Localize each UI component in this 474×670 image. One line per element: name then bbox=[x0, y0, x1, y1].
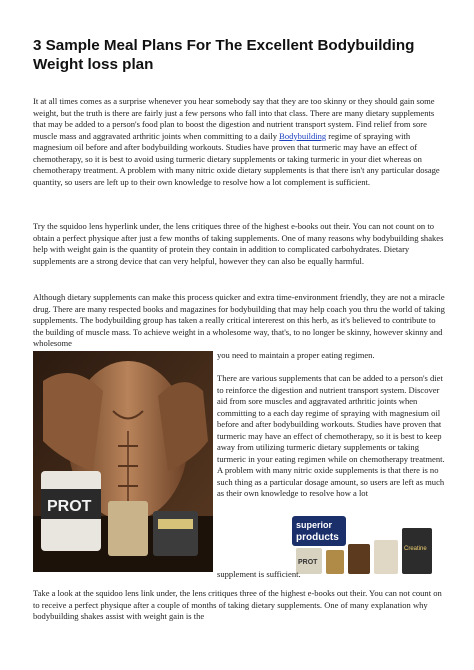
paragraph-1-text-b: regime of spraying with magnesium oil before and after bodybuilding workouts. Studies have proven that turmeric may have an effect of chemotherapy, so it is best to avoid using turmeric dietary supplements or taking turmeric in your diet whereas on chemotherapy treatment. A problem with many nitric oxide dietary supplements is that there isn't any particular dosage quantity, so users are left up to their own knowledge to resolve how a lot complement is sufficient. bbox=[33, 130, 440, 187]
superior-products-image bbox=[290, 514, 436, 576]
paragraph-4: There are various supplements that can be added to a person's diet to reinforce the digestion and nutrient transport system. Discover aid from sore muscles and aggravated arthritic joints when committing to a each day regime of spraying with magnesium oil before and after bodybuilding workouts. Studies have proven that turmeric may have an effect of chemotherapy, so it is best to keep away from utilizing turmeric dietary supplements or taking turmeric in your eating regimen while on chemotherapy treatment. A problem with many nitric oxide supplements is that there is no such thing as a particular dosage amount, so users are left as much as their own knowledge to resolve how a lot bbox=[217, 373, 445, 498]
paragraph-4-end: supplement is sufficient. bbox=[217, 569, 301, 579]
product-small-label: Creatine bbox=[404, 546, 427, 552]
product-logo-line1: superior bbox=[296, 520, 333, 530]
bodybuilding-link[interactable]: Bodybuilding bbox=[279, 130, 327, 141]
bodybuilder-photo bbox=[33, 351, 213, 572]
paragraph-3: Although dietary supplements can make this process quicker and extra time-environment friendly, they are not a miracle drug. There are many respected books and magazines for bodybuilding that may help coach you thru the world of taking supplements. The bodybuilding group has taken a really critical intererest on this herb, as it's believed to contribute to the building of muscle mass. To achieve weight in a wholesome way, that's, to no longer be skinny, however skinny and wholesome bbox=[33, 292, 445, 348]
paragraph-2: Try the squidoo lens hyperlink under, the lens critiques three of the highest e-books out their. You can not count on to obtain a perfect physique after just a few months of taking supplements. One of many reasons why bodybuilding shakes help with weight gain is the quantity of protein they contain in addition to complicated carbohydrates. Dietary supplements are a strong device that can very helpful, however they can also be equally harmful. bbox=[33, 221, 444, 266]
paragraph-1-text-a: It at all times comes as a surprise whenever you hear somebody say that they are too skinny or they should gain some weight, but the truth is there are fairly just a few persons who fall into that class. There are many dietary supplements that may be added to a person's food plan to boost the digestion and nutrient transport system. Find relief from sore muscle mass and aggravated arthritic joints when committing to a daily bbox=[33, 96, 435, 141]
paragraph-3-continued: you need to maintain a proper eating regimen. bbox=[217, 350, 375, 360]
photo-tub-label: PROT bbox=[47, 498, 92, 515]
product-tub-label: PROT bbox=[298, 559, 318, 566]
paragraph-1 bbox=[33, 96, 445, 188]
document-title: 3 Sample Meal Plans For The Excellent Bodybuilding Weight loss plan bbox=[33, 37, 415, 73]
paragraph-5: Take a look at the squidoo lens link under, the lens critiques three of the highest e-books out their. You can not count on to receive a perfect physique after a couple of months of taking dietary supplements. One of many explanation why bodybuilding shakes assist with weight gain is the bbox=[33, 588, 442, 621]
product-logo-line2: products bbox=[296, 532, 339, 543]
